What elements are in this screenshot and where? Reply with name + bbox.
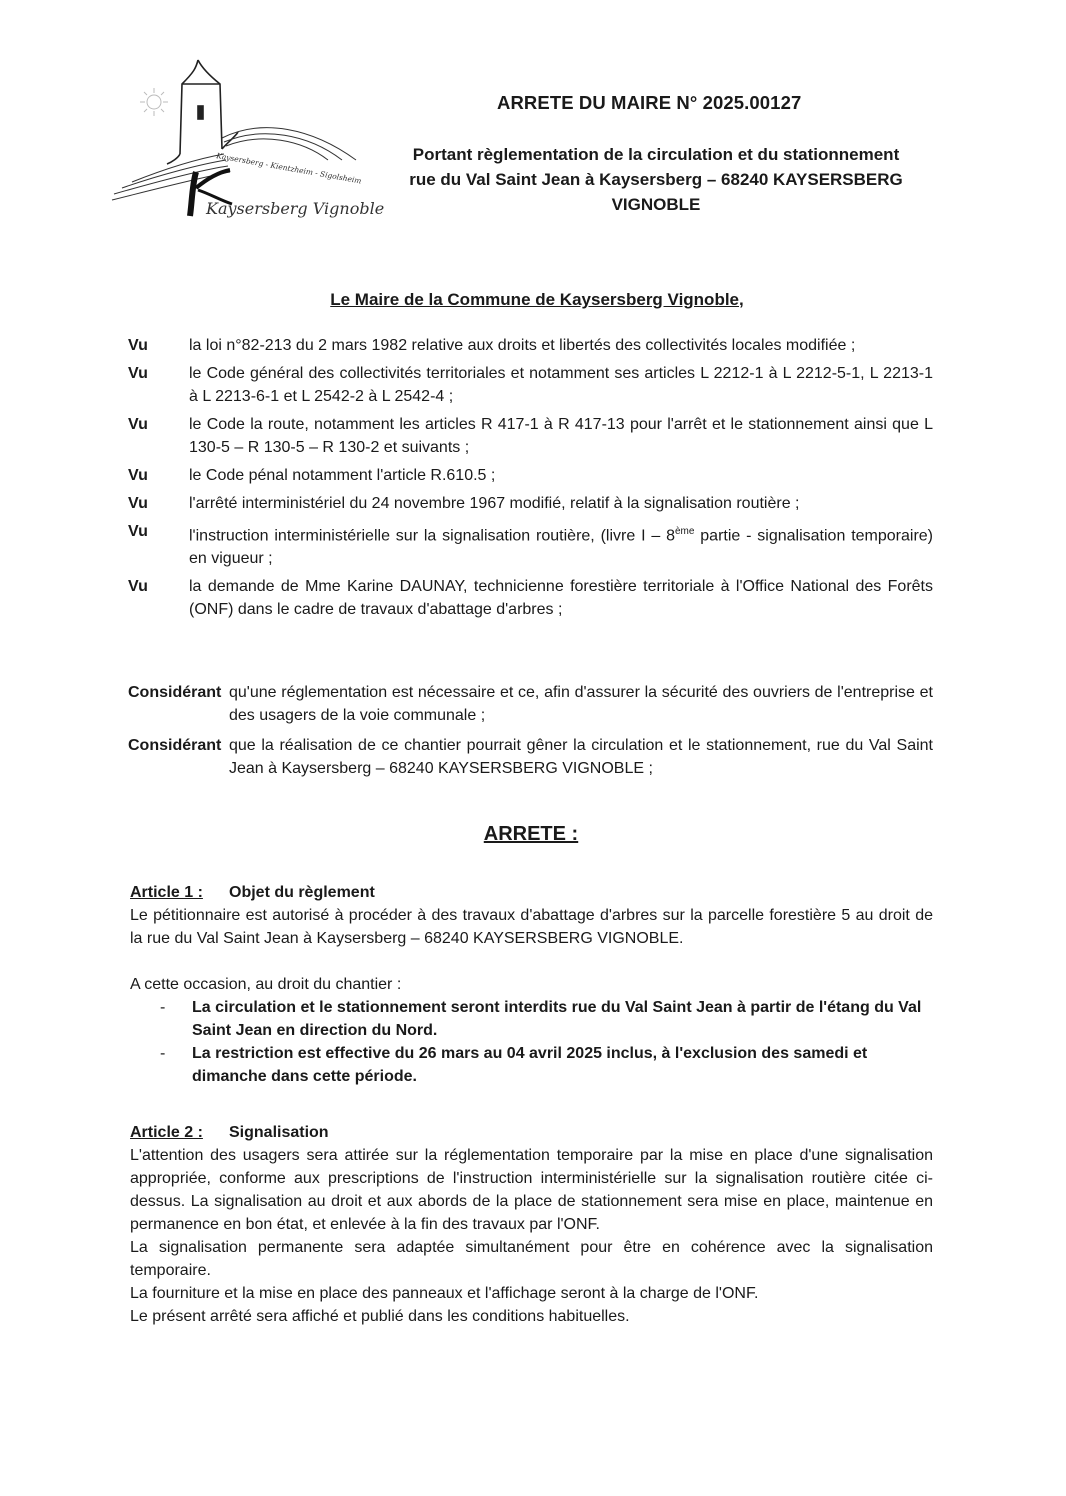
considerant-label: Considérant <box>128 684 222 701</box>
vu-text: l'arrêté interministériel du 24 novembre 1967 modifié, relatif à la signalisation routière ; <box>189 495 800 512</box>
subtitle-line: Portant règlementation de la circulation et du stationnement <box>412 145 900 164</box>
church-tower-icon <box>167 60 238 164</box>
article-number: Article 1 : <box>130 884 203 901</box>
restriction-item: - La restriction est effective du 26 mars au 04 avril 2025 inclus, à l'exclusion des samedi et dimanche dans cette période. <box>130 1042 933 1088</box>
article-paragraph: L'attention des usagers sera attirée sur la réglementation temporaire par la mise en place d'une signalisation appropriée, conforme aux prescriptions de l'instruction interministérielle sur la signalisation routière citée ci-dessus. La signalisation au droit et aux abords de la place de stationnement sera mise en place, maintenue en permanence en bon état, et enlevée à la fin des travaux par l'ONF. <box>130 1147 933 1233</box>
considerant-item <box>128 681 933 727</box>
considerant-item <box>128 734 933 780</box>
article-title: Signalisation <box>229 1124 329 1141</box>
subtitle-line: VIGNOBLE <box>611 195 701 214</box>
article-paragraph: La fourniture et la mise en place des panneaux et l'affichage seront à la charge de l'ONF. <box>130 1285 759 1302</box>
article-number: Article 2 : <box>130 1124 203 1141</box>
vu-item <box>128 362 933 408</box>
decree-title: ARRETE DU MAIRE N° 2025.00127 <box>497 92 802 113</box>
article-paragraph: La signalisation permanente sera adaptée simultanément pour être en cohérence avec la signalisation temporaire. <box>130 1239 933 1279</box>
vu-label: Vu <box>128 416 148 433</box>
subtitle-line: rue du Val Saint Jean à Kaysersberg – 68240 KAYSERSBERG <box>409 170 903 189</box>
vineyard-hills-icon <box>112 128 356 200</box>
vu-text: la loi n°82-213 du 2 mars 1982 relative aux droits et libertés des collectivités locales modifiée ; <box>189 337 856 354</box>
article-heading <box>130 881 933 904</box>
logo-brand-name: Kaysersberg Vignoble <box>206 199 385 218</box>
article-paragraph: Le présent arrêté sera affiché et publié dans les conditions habituelles. <box>130 1308 630 1325</box>
arrete-heading: ARRETE : <box>483 823 579 845</box>
vu-text-part: l'instruction interministérielle sur la signalisation routière, (livre I – 8 <box>189 527 675 545</box>
vu-label: Vu <box>128 495 148 512</box>
vu-text: la demande de Mme Karine DAUNAY, technicienne forestière territoriale à l'Office National des Forêts (ONF) dans le cadre de travaux d'abattage d'arbres ; <box>189 578 933 619</box>
superscript: ème <box>674 526 695 537</box>
vu-item <box>128 334 933 357</box>
restriction-text: La circulation et le stationnement seront interdits rue du Val Saint Jean à partir de l'étang du Val Saint Jean en direction du Nord. <box>192 999 922 1039</box>
vu-text <box>189 520 933 570</box>
restriction-text: La restriction est effective du 26 mars au 04 avril 2025 inclus, à l'exclusion des samedi et dimanche dans cette période. <box>192 1045 868 1085</box>
considerant-label: Considérant <box>128 737 222 754</box>
vu-item <box>128 464 933 487</box>
vu-item <box>128 520 933 570</box>
article-2 <box>130 1121 933 1328</box>
considerant-text: qu'une réglementation est nécessaire et ce, afin d'assurer la sécurité des ouvriers de l'entreprise et des usagers de la voie communale ; <box>229 684 933 724</box>
decree-subtitle <box>376 142 936 217</box>
vu-text: le Code pénal notamment l'article R.610.5 ; <box>189 467 496 484</box>
vu-label: Vu <box>128 523 148 540</box>
considerant-text: que la réalisation de ce chantier pourrait gêner la circulation et le stationnement, rue du Val Saint Jean à Kaysersberg – 68240 KAYSERSBERG VIGNOBLE ; <box>229 737 933 777</box>
restriction-item: - La circulation et le stationnement seront interdits rue du Val Saint Jean à partir de l'étang du Val Saint Jean en direction du Nord. <box>130 996 933 1042</box>
article-title: Objet du règlement <box>229 884 375 901</box>
vu-text: le Code général des collectivités territoriales et notamment ses articles L 2212-1 à L 2212-5-1, L 2213-1 à L 2213-6-1 et L 2542-2 à L 2542-4 ; <box>189 365 933 405</box>
sun-icon <box>140 88 168 116</box>
vu-text-part: partie - signalisation temporaire) en vigueur ; <box>189 527 933 568</box>
considerant-list <box>128 681 933 787</box>
article-heading <box>130 1121 933 1144</box>
vu-item <box>128 492 933 515</box>
vu-label: Vu <box>128 365 148 382</box>
kaysersberg-vignoble-logo <box>112 54 385 224</box>
vu-item <box>128 575 933 621</box>
article-paragraph: A cette occasion, au droit du chantier : <box>130 976 402 993</box>
logo-villages: Kaysersberg - Kientzheim - Sigolsheim <box>215 151 363 186</box>
vu-text: le Code la route, notamment les articles R 417-1 à R 417-13 pour l'arrêt et le stationnement ainsi que L 130-5 – R 130-5 – R 130-2 et suivants ; <box>189 416 933 456</box>
vu-item <box>128 413 933 459</box>
vu-list <box>128 334 933 626</box>
vu-label: Vu <box>128 578 148 596</box>
mayor-heading: Le Maire de la Commune de Kaysersberg Vignoble, <box>330 290 744 309</box>
vu-label: Vu <box>128 467 148 484</box>
restriction-list <box>130 996 933 1088</box>
vu-label: Vu <box>128 337 148 354</box>
article-1 <box>130 881 933 1088</box>
article-paragraph: Le pétitionnaire est autorisé à procéder à des travaux d'abattage d'arbres sur la parcelle forestière 5 au droit de la rue du Val Saint Jean à Kaysersberg – 68240 KAYSERSBERG VIGNOBLE. <box>130 907 933 947</box>
